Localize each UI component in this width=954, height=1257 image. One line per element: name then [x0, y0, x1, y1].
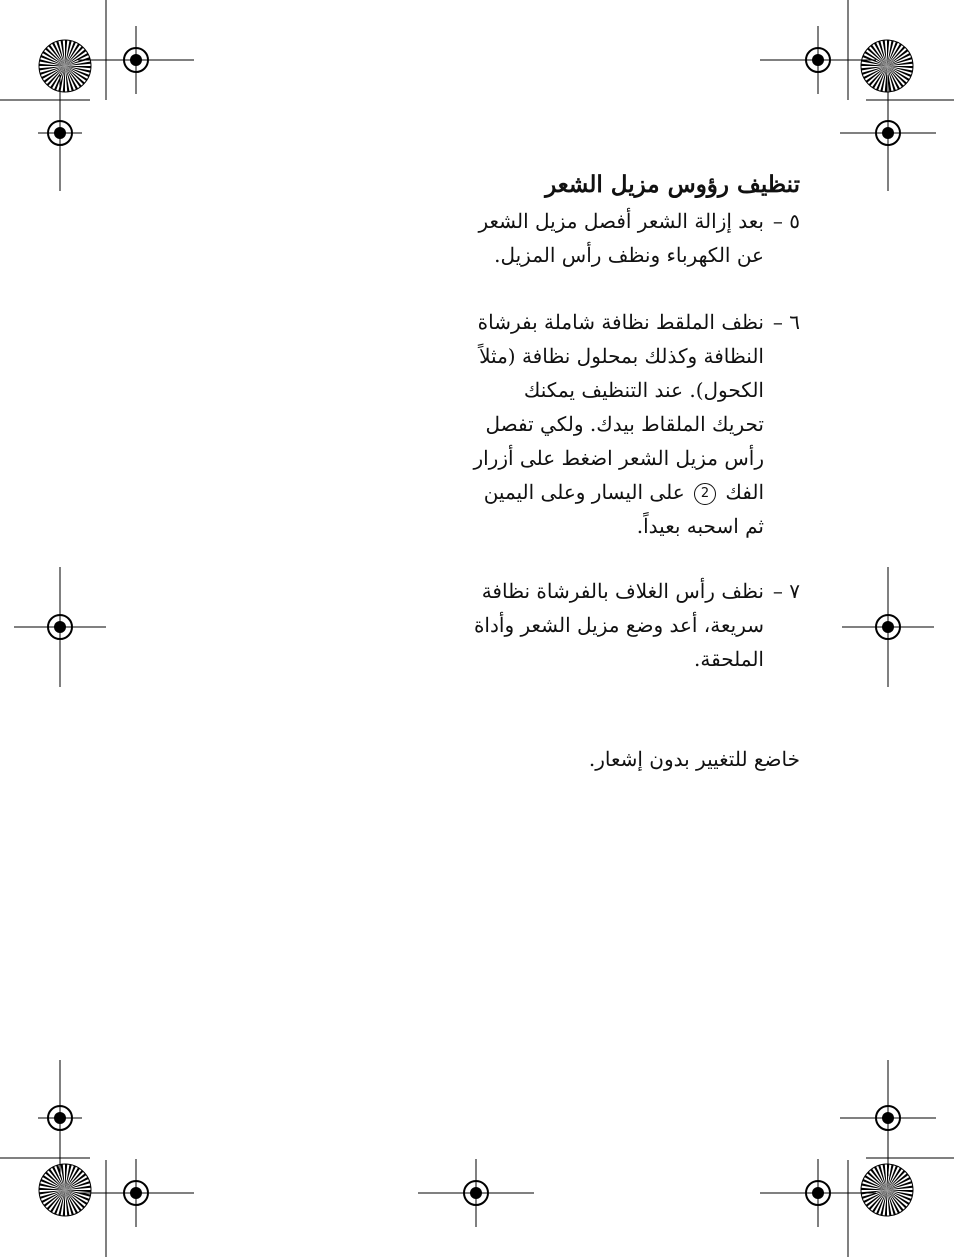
crosshair-mark	[760, 1159, 876, 1227]
step-text-part1: نظف الملقط نظافة شاملة بفرشاة النظافة وكذلك بمحلول نظافة (مثلاً الكحول). عند التنظيف يمكنك تحريك الملقاط بيدك. ولكي تفصل رأس مزيل الشعر اضغط على أزرار الفك	[473, 310, 764, 504]
step-number: ٧ –	[772, 579, 800, 603]
step-number: ٥ –	[772, 209, 800, 233]
step-5	[470, 204, 800, 272]
step-text: نظف رأس الغلاف بالفرشاة نظافة سريعة، أعد وضع مزيل الشعر وأداة الملحقة.	[473, 579, 764, 671]
footer-note: خاضع للتغيير بدون إشعار.	[588, 747, 800, 771]
step-text	[470, 305, 764, 543]
starburst-mark	[39, 1164, 91, 1216]
crosshair-mark	[14, 567, 106, 687]
crosshair-mark	[78, 26, 194, 94]
crosshair-mark	[840, 1060, 936, 1176]
callout-number: 2	[694, 483, 716, 505]
crosshair-mark	[78, 1159, 194, 1227]
starburst-mark	[861, 40, 913, 92]
step-6	[470, 305, 800, 543]
section-title: تنظيف رؤوس مزيل الشعر	[545, 171, 800, 198]
step-text: بعد إزالة الشعر أفصل مزيل الشعر عن الكهرباء ونظف رأس المزيل.	[478, 209, 764, 267]
step-7	[470, 574, 800, 676]
step-number: ٦ –	[772, 310, 800, 334]
crosshair-mark	[38, 1060, 82, 1176]
starburst-mark	[861, 1164, 913, 1216]
step-text-part2: على اليسار وعلى اليمين ثم اسحبه بعيداً.	[483, 480, 764, 538]
crosshair-mark	[38, 75, 82, 191]
crosshair-mark	[418, 1159, 534, 1227]
crosshair-mark	[840, 75, 936, 191]
starburst-mark	[39, 40, 91, 92]
crosshair-mark	[842, 567, 934, 687]
crosshair-mark	[760, 26, 876, 94]
